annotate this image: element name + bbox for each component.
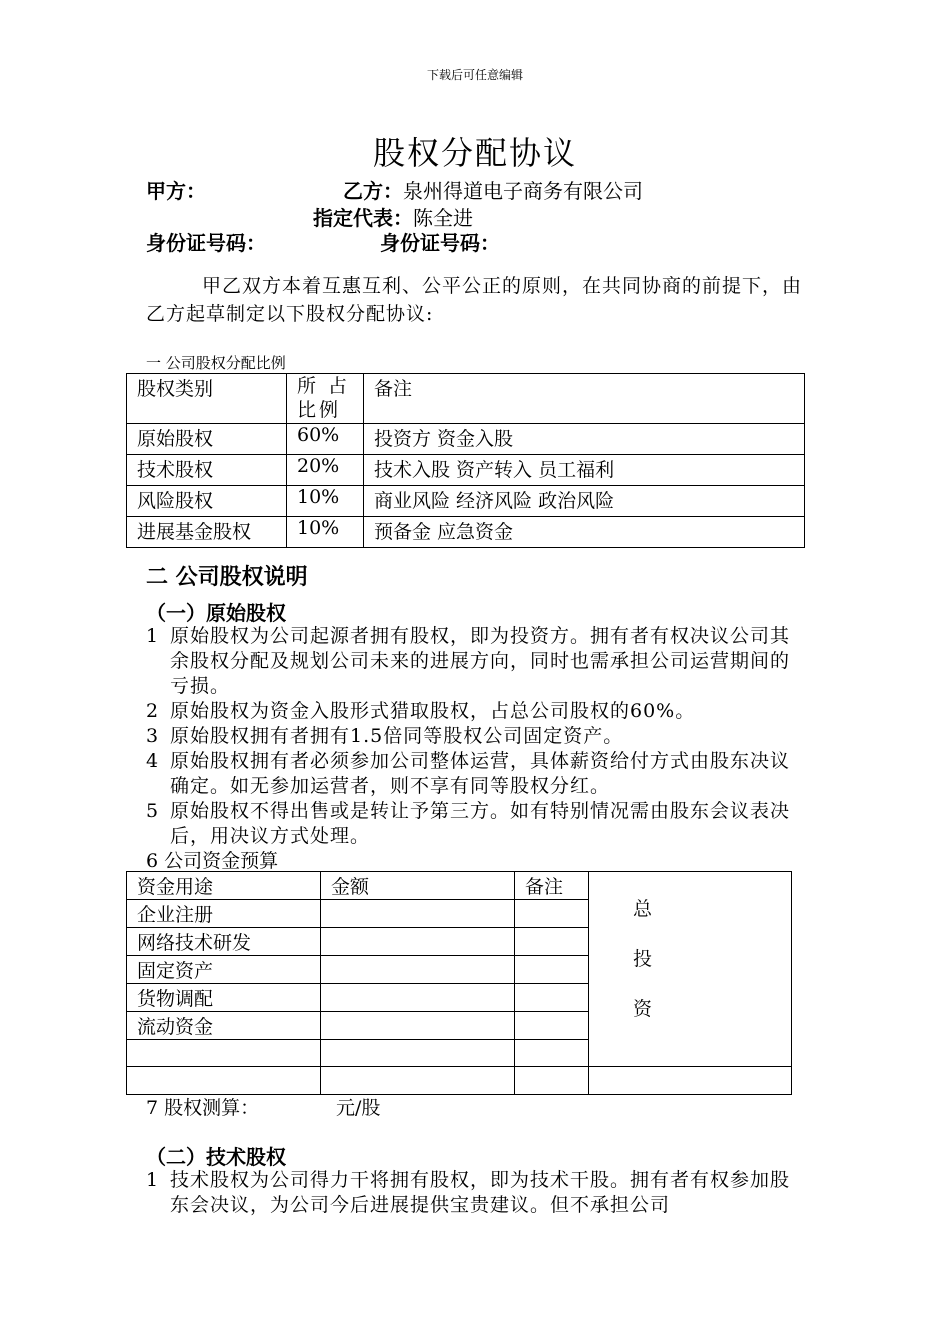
row-ratio: 60% <box>287 424 364 455</box>
representative-label: 指定代表： <box>313 206 413 230</box>
header-notes: 备注 <box>515 872 589 900</box>
row-notes: 商业风险 经济风险 政治风险 <box>364 486 805 517</box>
header-usage: 资金用途 <box>127 872 321 900</box>
header-ratio: 所 占比例 <box>287 374 364 424</box>
header-notes: 备注 <box>364 374 805 424</box>
row-notes: 技术入股 资产转入 员工福利 <box>364 455 805 486</box>
total-char: 资 <box>633 998 653 1020</box>
list-item: 1 技术股权为公司得力干将拥有股权，即为技术干股。拥有者有权参加股东会决议，为公司今后进展提供宝贵建议。但不承担公司 <box>146 1169 791 1216</box>
document-title: 股权分配协议 <box>372 134 577 172</box>
row-ratio: 10% <box>287 517 364 548</box>
tech-equity-list <box>146 1168 806 1218</box>
table-row <box>127 455 805 486</box>
section2-title: 二 公司股权说明 <box>146 565 308 590</box>
table-row <box>127 486 805 517</box>
row-notes: 投资方 资金入股 <box>364 424 805 455</box>
table-row: 企业注册 <box>127 900 792 928</box>
original-equity-list <box>146 624 806 849</box>
section2-sub2: （二）技术股权 <box>146 1145 286 1169</box>
table-row: 固定资产 <box>127 956 792 984</box>
calc-label: 7 股权测算： <box>146 1097 260 1119</box>
row-category: 进展基金股权 <box>127 517 287 548</box>
table-row: 网络技术研发 <box>127 928 792 956</box>
table-row <box>127 517 805 548</box>
list-item: 5 原始股权不得出售或是转让予第三方。如有特别情况需由股东会议表决后，用决议方式处理。 <box>146 800 791 847</box>
intro-paragraph: 甲乙双方本着互惠互利、公平公正的原则，在共同协商的前提下，由乙方起草制定以下股权分配协议: <box>146 275 803 325</box>
budget-title: 6 公司资金预算 <box>146 850 279 872</box>
row-category: 风险股权 <box>127 486 287 517</box>
party-a-id-label: 身份证号码： <box>146 231 266 255</box>
party-b-name: 泉州得道电子商务有限公司 <box>403 179 643 203</box>
section1-title: 一 公司股权分配比例 <box>146 354 286 372</box>
calc-unit: 元/股 <box>336 1097 381 1119</box>
equity-table-header <box>127 374 805 424</box>
table-row <box>127 424 805 455</box>
row-category: 原始股权 <box>127 424 287 455</box>
list-item: 1 原始股权为公司起源者拥有股权，即为投资方。拥有者有权决议公司其余股权分配及规划公司未来的进展方向，同时也需承担公司运营期间的亏损。 <box>146 625 791 697</box>
party-b-line <box>343 175 643 204</box>
total-investment-cell <box>589 872 792 1067</box>
list-item: 2 原始股权为资金入股形式猎取股权，占总公司股权的60%。 <box>146 700 696 722</box>
page-header: 下载后可任意编辑 <box>426 68 523 82</box>
header-category: 股权类别 <box>127 374 287 424</box>
header-amount: 金额 <box>321 872 515 900</box>
row-ratio: 10% <box>287 486 364 517</box>
table-row <box>127 1067 792 1095</box>
row-category: 技术股权 <box>127 455 287 486</box>
representative-name: 陈全进 <box>413 206 473 230</box>
table-row: 流动资金 <box>127 1012 792 1040</box>
party-a-label: 甲方： <box>146 179 206 203</box>
budget-table-header <box>127 872 792 900</box>
list-item: 3 原始股权拥有者拥有1.5倍同等股权公司固定资产。 <box>146 725 624 747</box>
row-ratio: 20% <box>287 455 364 486</box>
equity-table <box>126 373 805 548</box>
total-char: 投 <box>633 948 653 970</box>
list-item: 4 原始股权拥有者必须参加公司整体运营，具体薪资给付方式由股东决议确定。如无参加运营者，则不享有同等股权分红。 <box>146 750 791 797</box>
row-notes: 预备金 应急资金 <box>364 517 805 548</box>
party-b-label: 乙方： <box>343 179 403 203</box>
total-char: 总 <box>633 898 653 920</box>
table-row: 货物调配 <box>127 984 792 1012</box>
party-b-id-label: 身份证号码： <box>380 231 500 255</box>
budget-table <box>126 871 792 1095</box>
section2-sub1: （一）原始股权 <box>146 601 286 625</box>
